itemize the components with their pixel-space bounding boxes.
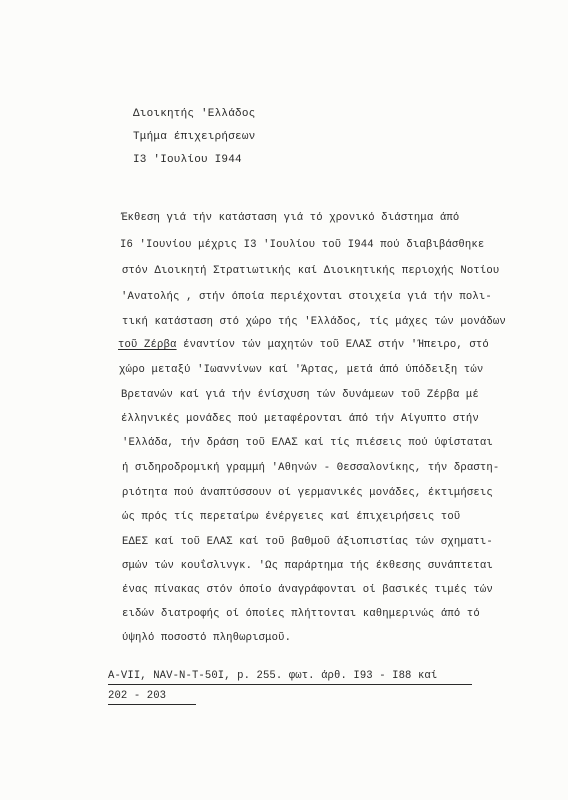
- body-line: ένας πίνακας στόν όποίο άναγράφονται οί βασικές τιμές τών: [122, 584, 493, 596]
- body-line: σμών τών κουΐσλινγκ. 'Ως παράρτημα τής έκθεσης συνάπτεται: [122, 560, 493, 572]
- heading-date: I3 'Ιουλίου I944: [133, 154, 242, 166]
- body-line: ή σιδηροδρομική γραμμή 'Αθηνών - Θεσσαλονίκης, τήν δραστη-: [122, 462, 500, 474]
- underlined-phrase: τοῦ Ζέρβα: [118, 339, 177, 351]
- body-line: χώρο μεταξύ 'Ιωαννίνων καί 'Άρτας, μετά άπό ύπόδειξη τών: [119, 364, 484, 376]
- document-heading: [133, 103, 255, 172]
- body-line: ριότητα πού άναπτύσσουν οί γερμανικές μονάδες, έκτιμήσεις: [122, 487, 493, 499]
- body-line: τική κατάσταση στό χώρο τής 'Ελλάδος, τίς μάχες τών μονάδων: [122, 316, 506, 328]
- body-line: ειδών διατροφής οί όποίες πλήττονται καθημερινώς άπό τό: [122, 608, 480, 620]
- heading-sender: Διοικητής 'Ελλάδος: [133, 108, 256, 120]
- body-line: I6 'Ιουνίου μέχρις I3 'Ιουλίου τοῦ I944 πού διαβιβάσθηκε: [120, 239, 485, 251]
- body-line: ώς πρός τίς περεταίρω ένέργειες καί έπιχειρήσεις τοῦ: [122, 511, 461, 523]
- body-line: Έκθεση γιά τήν κατάσταση γιά τό χρονικό διάστημα άπό: [121, 212, 460, 224]
- body-line-underlined: [118, 338, 489, 352]
- body-line: Βρετανών καί γιά τήν ένίσχυση τών δυνάμεων τοῦ Ζέρβα μέ: [121, 389, 479, 401]
- body-line: έλληνικές μονάδες πού μεταφέρονται άπό τήν Αίγυπτο στήν: [121, 413, 479, 425]
- reference-underline-2: [108, 704, 196, 705]
- body-line: ΕΔΕΣ καί τοῦ ΕΛΑΣ καί τοῦ βαθμοῦ άξιοπιστίας τών σχηματι-: [122, 536, 493, 548]
- archive-reference-line-2: 202 - 203: [108, 690, 167, 702]
- body-line: 'Ανατολής , στήν όποία περιέχονται στοιχεία γιά τήν πολι-: [121, 291, 492, 303]
- archive-reference-line-1: A-VII, NAV-N-T-50I, p. 255. φωτ. άρθ. I93 - I88 καί: [108, 670, 438, 682]
- reference-underline-1: [108, 684, 472, 685]
- heading-department: Τμήμα έπιχειρήσεων: [133, 131, 256, 143]
- body-line: στόν Διοικητή Στρατιωτικής καί Διοικητικής περιοχής Νοτίου: [122, 265, 500, 277]
- body-line: 'Ελλάδα, τήν δράση τοῦ ΕΛΑΣ καί τίς πιέσεις πού ύφίσταται: [122, 437, 493, 449]
- body-line: ύψηλό ποσοστό πληθωρισμοῦ.: [122, 632, 292, 644]
- body-line-rest: έναντίον τών μαχητών τοῦ ΕΛΑΣ στήν 'Ήπειρο, στό: [176, 339, 489, 351]
